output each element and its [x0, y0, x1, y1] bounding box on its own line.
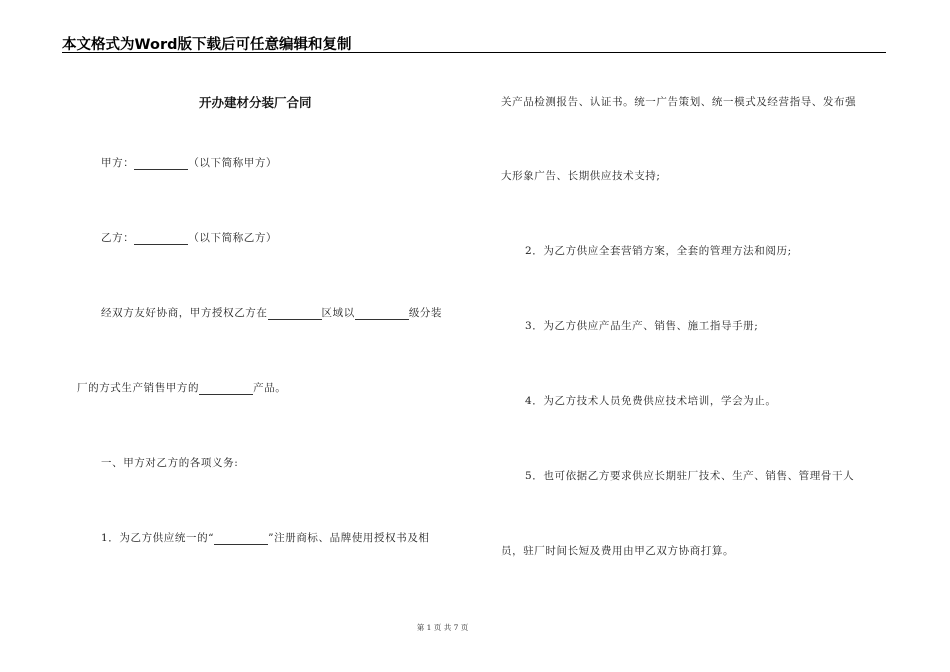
para1-line2-text-b: 产品。: [253, 382, 287, 394]
party-b-prefix: 乙方：: [101, 232, 135, 244]
para1-text-c: 级分装: [408, 307, 443, 319]
party-a-line: [101, 155, 277, 170]
para1-text-a: 经双方友好协商，甲方授权乙方在: [101, 307, 268, 319]
header-divider: [62, 52, 886, 53]
party-b-line: [101, 230, 277, 245]
party-a-prefix: 甲方：: [101, 157, 135, 169]
document-banner: 本文格式为Word版下载后可任意编辑和复制: [62, 37, 352, 53]
paragraph-1-line-1: [101, 305, 442, 320]
para1-line2-text-a: 厂的方式生产销售甲方的: [77, 382, 200, 394]
item-3: 3．为乙方供应产品生产、销售、施工指导手册;: [525, 320, 759, 332]
item-1-continuation-line-2: 大形象广告、长期供应技术支持;: [501, 170, 661, 182]
trademark-blank: [214, 533, 268, 545]
item-5-line-1: 5．也可依据乙方要求供应长期驻厂技术、生产、销售、管理骨干人: [525, 470, 855, 482]
party-a-suffix: （以下简称甲方）: [188, 157, 278, 169]
item-1-continuation-line-1: 关产品检测报告、认证书。统一广告策划、统一模式及经营指导、发布强: [501, 96, 857, 108]
item-5-line-2: 员，驻厂时间长短及费用由甲乙双方协商打算。: [501, 545, 735, 557]
item1-text-a: 1．为乙方供应统一的“: [101, 532, 215, 544]
item-1-line: [101, 530, 430, 545]
product-blank: [199, 383, 253, 395]
party-a-blank: [134, 158, 188, 170]
para1-text-b: 区域以: [321, 307, 355, 319]
paragraph-1-line-2: [77, 380, 286, 395]
item1-text-b: ”注册商标、品牌使用授权书及相: [268, 532, 430, 544]
section-1-heading: 一、甲方对乙方的各项义务:: [101, 457, 239, 469]
level-blank: [355, 308, 409, 320]
page-number: 第 1 页 共 7 页: [416, 623, 469, 632]
party-b-blank: [134, 233, 188, 245]
region-blank: [268, 308, 322, 320]
party-b-suffix: （以下简称乙方）: [188, 232, 278, 244]
contract-title: 开办建材分装厂合同: [199, 95, 312, 110]
item-4: 4．为乙方技术人员免费供应技术培训，学会为止。: [525, 395, 777, 407]
item-2: 2．为乙方供应全套营销方案，全套的管理方法和阅历;: [525, 245, 792, 257]
